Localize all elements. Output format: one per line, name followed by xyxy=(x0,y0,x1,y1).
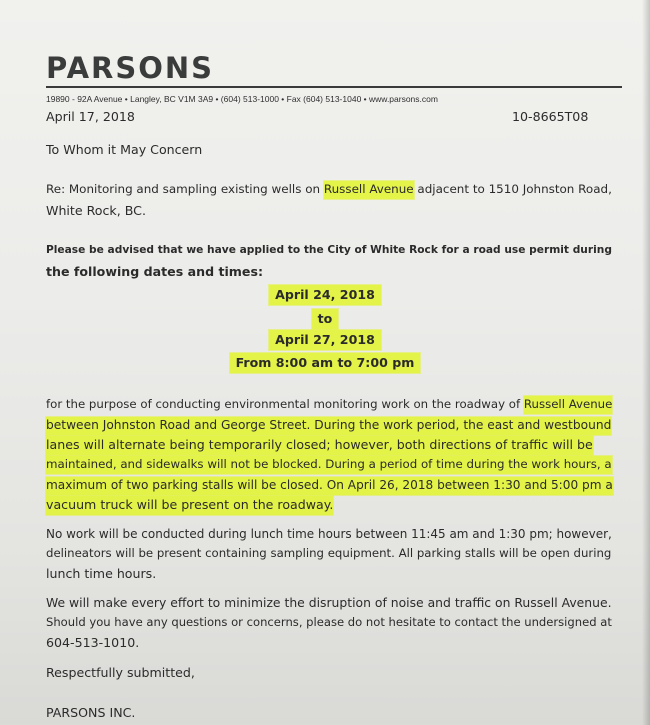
purpose-highlight-street: Russell Avenue xyxy=(524,396,612,414)
closing-line-3: 604-513-1010. xyxy=(46,635,140,650)
purpose-line-4 xyxy=(46,459,612,471)
schedule-end-text: April 27, 2018 xyxy=(269,330,381,350)
schedule-hours xyxy=(0,357,650,370)
schedule-start xyxy=(0,289,650,302)
purpose-line-2-text: between Johnston Road and George Street. During the work period, the east and westbound xyxy=(46,417,611,435)
purpose-line-3 xyxy=(46,439,593,452)
schedule-to xyxy=(0,313,650,326)
reference-number: 10-8665T08 xyxy=(512,109,589,124)
letterhead-divider xyxy=(46,86,622,88)
purpose-line-6-text: vacuum truck will be present on the roadway. xyxy=(46,496,333,515)
re-text-post: adjacent to 1510 Johnston Road, xyxy=(413,182,612,196)
advise-line-2: the following dates and times: xyxy=(46,264,263,279)
company-signature: PARSONS INC. xyxy=(46,705,136,720)
purpose-line-5 xyxy=(46,479,613,491)
advise-line-1: Please be advised that we have applied to the City of White Rock for a road use permit during xyxy=(46,243,612,256)
lunch-line-3: lunch time hours. xyxy=(46,566,157,581)
salutation: To Whom it May Concern xyxy=(46,142,203,157)
schedule-start-text: April 24, 2018 xyxy=(269,285,381,305)
schedule-hours-text: From 8:00 am to 7:00 pm xyxy=(230,353,421,373)
purpose-line-2 xyxy=(46,419,611,431)
lunch-line-2: delineators will be present containing sampling equipment. All parking stalls will be open during xyxy=(46,546,612,560)
purpose-text-pre: for the purpose of conducting environmental monitoring work on the roadway of xyxy=(46,397,524,411)
purpose-line-5-text: maximum of two parking stalls will be closed. On April 26, 2018 between 1:30 and 5:00 pm a xyxy=(46,477,613,495)
closing-line-1: We will make every effort to minimize the disruption of noise and traffic on Russell Avenue. xyxy=(46,596,612,610)
re-highlight-street: Russell Avenue xyxy=(324,181,414,199)
sign-off: Respectfully submitted, xyxy=(46,665,195,680)
lunch-line-1: No work will be conducted during lunch time hours between 11:45 am and 1:30 pm; however, xyxy=(46,527,612,541)
letterhead-address: 19890 - 92A Avenue • Langley, BC V1M 3A9 • (604) 513-1000 • Fax (604) 513-1040 • www.parsons.com xyxy=(46,94,438,104)
purpose-line-4-text: maintained, and sidewalks will not be blocked. During a period of time during the work hours, a xyxy=(46,456,612,474)
schedule-to-text: to xyxy=(312,309,339,329)
company-logo: PARSONS xyxy=(46,51,215,85)
schedule-end xyxy=(0,334,650,347)
re-line-2: White Rock, BC. xyxy=(46,203,146,218)
purpose-line-6 xyxy=(46,499,333,512)
re-text-pre: Re: Monitoring and sampling existing wells on xyxy=(46,182,324,196)
re-line-1 xyxy=(46,184,612,196)
letter-date: April 17, 2018 xyxy=(46,109,135,124)
closing-line-2: Should you have any questions or concerns, please do not hesitate to contact the undersigned at xyxy=(46,615,612,629)
purpose-line-1 xyxy=(46,399,612,411)
purpose-line-3-text: lanes will alternate being temporarily closed; however, both directions of traffic will be xyxy=(46,436,593,455)
